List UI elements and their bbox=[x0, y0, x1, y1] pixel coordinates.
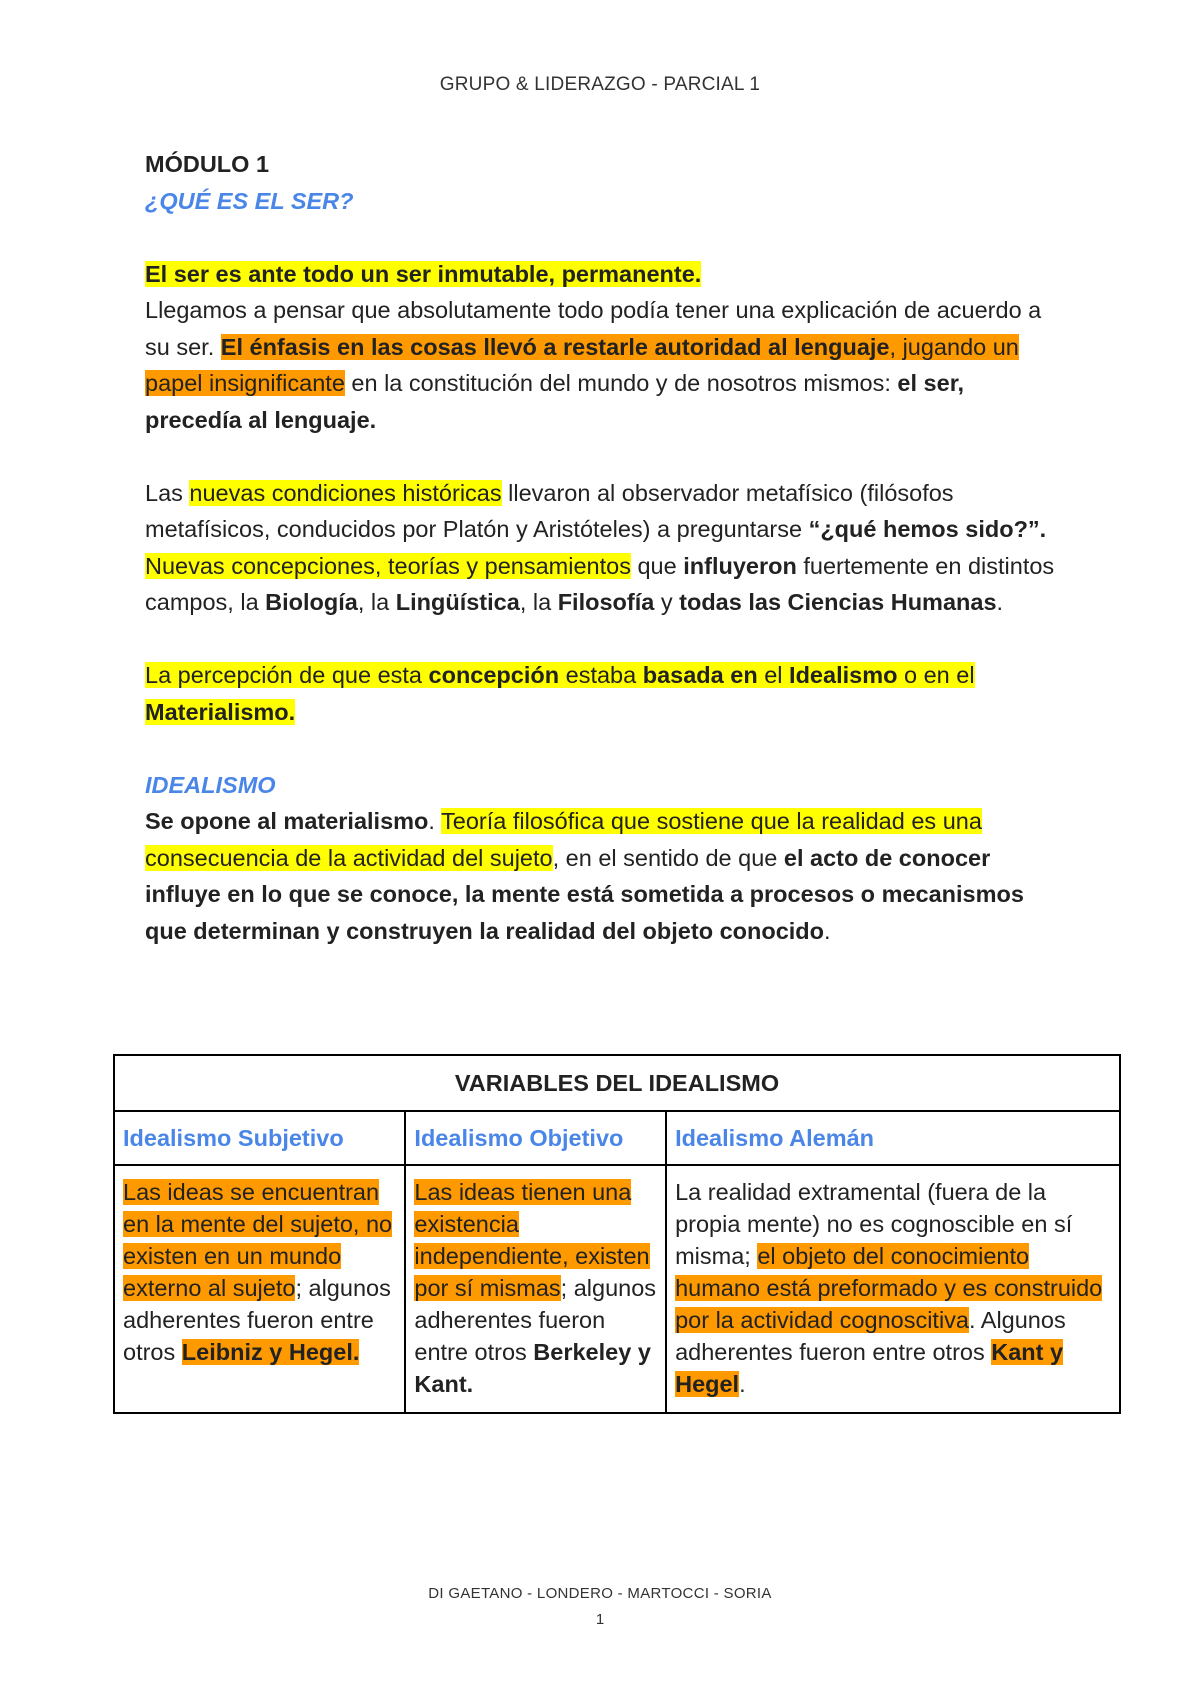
module-title: MÓDULO 1 bbox=[145, 151, 270, 177]
paragraph-ser: El ser es ante todo un ser inmutable, permanente. Llegamos a pensar que absolutamente todo podía tener una explicación de acuerdo a su ser. El énfasis en las cosas llevó a restarle autoridad al lenguaje, jugando un papel insignificante en la constitución del mundo y de nosotros mismos: el ser, precedía al lenguaje. bbox=[145, 260, 1042, 433]
page-header: GRUPO & LIDERAZGO - PARCIAL 1 bbox=[439, 74, 761, 95]
table-cell-aleman: La realidad extramental (fuera de la propia mente) no es cognoscible en sí misma; el objeto del conocimiento humano está preformado y es construido por la actividad cognoscitiva. Algunos adherentes fueron entre otros Kant y Hegel. bbox=[666, 1165, 1120, 1413]
paragraph-condiciones: Las nuevas condiciones históricas llevaron al observador metafísico (filósofos metafísicos, conducidos por Platón y Aristóteles) a preguntarse “¿qué hemos sido?”. Nuevas concepciones, teorías y pensamientos que influyeron fuertemente en distintos campos, la Biología, la Lingüística, la Filosofía y todas las Ciencias Humanas. bbox=[145, 479, 1055, 615]
highlight-concepciones: Nuevas concepciones, teorías y pensamientos bbox=[145, 552, 631, 579]
paragraph-percepcion bbox=[145, 657, 1065, 730]
table-header-subjetivo: Idealismo Subjetivo bbox=[114, 1111, 405, 1165]
variables-table bbox=[113, 1054, 1121, 1414]
table-header-aleman: Idealismo Alemán bbox=[666, 1111, 1120, 1165]
document-body bbox=[145, 146, 1065, 949]
highlight-teoria: Teoría filosófica que sostiene que la realidad es una consecuencia de la actividad del sujeto bbox=[145, 808, 982, 871]
highlight-enfasis: El énfasis en las cosas llevó a restarle autoridad al lenguaje bbox=[220, 333, 890, 360]
table-cell-subjetivo: Las ideas se encuentran en la mente del sujeto, no existen en un mundo externo al sujeto; algunos adherentes fueron entre otros Leibniz y Hegel. bbox=[114, 1165, 405, 1413]
highlight-papel: , jugando un papel insignificante bbox=[145, 333, 1019, 396]
table-title: VARIABLES DEL IDEALISMO bbox=[114, 1055, 1120, 1111]
highlight-condiciones: nuevas condiciones históricas bbox=[189, 479, 502, 506]
highlight-percepcion: La percepción de que esta concepción estaba basada en el Idealismo o en el Materialismo. bbox=[145, 662, 975, 725]
highlight-ser-inmutable: El ser es ante todo un ser inmutable, permanente. bbox=[145, 260, 702, 287]
page-footer: DI GAETANO - LONDERO - MARTOCCI - SORIA bbox=[428, 1585, 772, 1602]
page-number: 1 bbox=[595, 1611, 605, 1628]
module-subtitle: ¿QUÉ ES EL SER? bbox=[145, 187, 354, 214]
paragraph-idealismo: Se opone al materialismo. Teoría filosófica que sostiene que la realidad es una consecuencia de la actividad del sujeto, en el sentido de que el acto de conocer influye en lo que se conoce, la mente está sometida a procesos o mecanismos que determinan y construyen la realidad del objeto conocido. bbox=[145, 808, 1024, 944]
table-header-objetivo: Idealismo Objetivo bbox=[405, 1111, 666, 1165]
table-cell-objetivo: Las ideas tienen una existencia independiente, existen por sí mismas; algunos adherentes fueron entre otros Berkeley y Kant. bbox=[405, 1165, 666, 1413]
idealismo-heading: IDEALISMO bbox=[145, 771, 276, 798]
